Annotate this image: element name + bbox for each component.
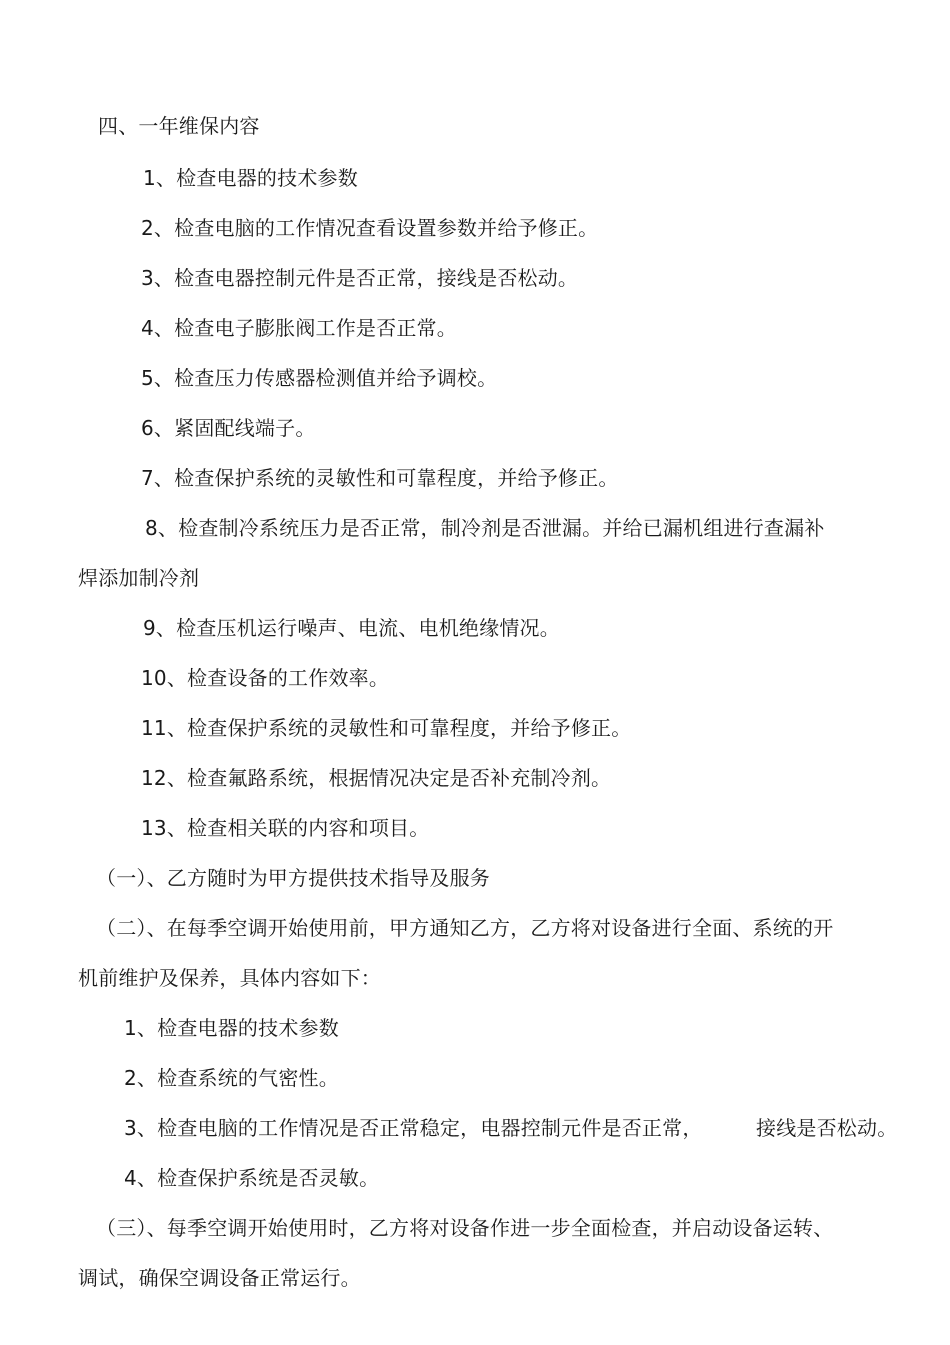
annual-item: 13、检查相关联的内容和项目。 bbox=[141, 816, 430, 840]
annual-item: 9、检查压机运行噪声、电流、电机绝缘情况。 bbox=[143, 616, 560, 640]
annual-item: 2、检查电脑的工作情况查看设置参数并给予修正。 bbox=[141, 216, 599, 240]
annual-item: 7、检查保护系统的灵敏性和可靠程度，并给予修正。 bbox=[141, 466, 619, 490]
annual-item-continuation: 焊添加制冷剂 bbox=[78, 566, 200, 590]
seasonal-item: 4、检查保护系统是否灵敏。 bbox=[124, 1166, 380, 1190]
annual-item: 1、检查电器的技术参数 bbox=[143, 166, 358, 190]
annual-item: 10、检查设备的工作效率。 bbox=[141, 666, 390, 690]
seasonal-item: 1、检查电器的技术参数 bbox=[124, 1016, 339, 1040]
clause-two-line2: 机前维护及保养，具体内容如下： bbox=[78, 966, 381, 990]
section-heading: 四、一年维保内容 bbox=[98, 114, 260, 138]
clause-one: （一）、乙方随时为甲方提供技术指导及服务 bbox=[96, 866, 490, 890]
seasonal-item: 2、检查系统的气密性。 bbox=[124, 1066, 339, 1090]
seasonal-item: 3、检查电脑的工作情况是否正常稳定，电器控制元件是否正常， bbox=[124, 1116, 703, 1140]
annual-item: 3、检查电器控制元件是否正常，接线是否松动。 bbox=[141, 266, 579, 290]
annual-item: 5、检查压力传感器检测值并给予调校。 bbox=[141, 366, 498, 390]
annual-item: 8、检查制冷系统压力是否正常，制冷剂是否泄漏。并给已漏机组进行查漏补 bbox=[145, 516, 825, 540]
annual-item: 4、检查电子膨胀阀工作是否正常。 bbox=[141, 316, 457, 340]
annual-item: 6、紧固配线端子。 bbox=[141, 416, 316, 440]
clause-three-line1: （三）、每季空调开始使用时，乙方将对设备作进一步全面检查，并启动设备运转、 bbox=[96, 1216, 834, 1240]
clause-two-line1: （二）、在每季空调开始使用前，甲方通知乙方，乙方将对设备进行全面、系统的开 bbox=[96, 916, 834, 940]
annual-item: 11、检查保护系统的灵敏性和可靠程度，并给予修正。 bbox=[141, 716, 632, 740]
clause-three-line2: 调试，确保空调设备正常运行。 bbox=[78, 1266, 361, 1290]
annual-item: 12、检查氟路系统，根据情况决定是否补充制冷剂。 bbox=[141, 766, 612, 790]
seasonal-item-tail: 接线是否松动。 bbox=[756, 1116, 898, 1140]
